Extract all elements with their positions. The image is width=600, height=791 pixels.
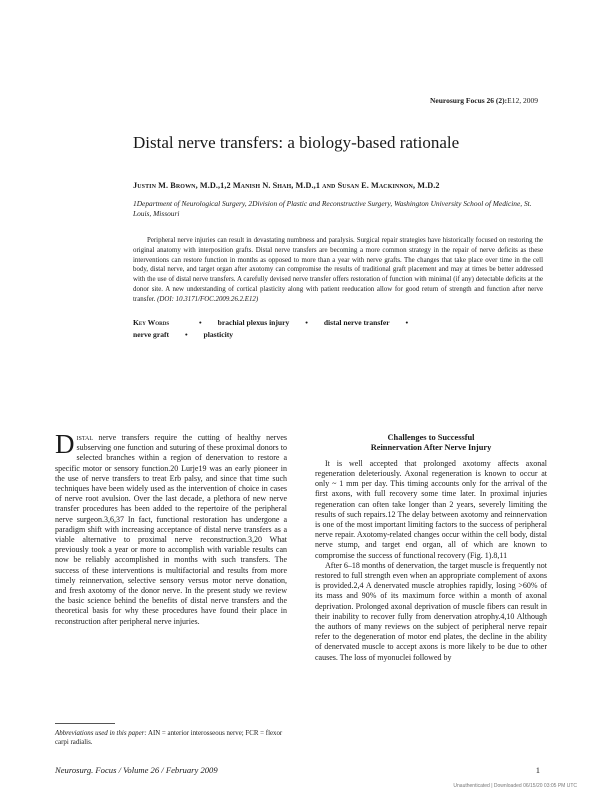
footnote-label: Abbreviations used in this paper: — [55, 730, 147, 737]
intro-text: nerve transfers require the cutting of healthy nerves subserving one function and suturing of these proximal donors to selected branches within a region of denervation to restore a specific motor or sensory function.20 Lurje19 was an early pioneer in the use of nerve transfers to treat Erb palsy, and since that time such techniques have been widely used as the intervention of choice in cases of nerve root avulsion. Over the last decade, a plethora of new nerve transfer procedures has been added to the repertoire of the peripheral nerve surgeon.3,6,37 In fact, functional restoration has undergone a paradigm shift with increasing acceptance of distal nerve transfers as a viable alternative to proximal nerve reconstruction.3,20 What previously took a year or more to accomplish with variable results can now be reliably accomplished in months with such transfers. The success of these interventions is multifactorial and results from more timely reinnervation, selective sensory versus motor nerve donation, and fresh axotomy of the donor nerve. In the present study we review the basic science behind the benefits of distal nerve transfers and the theoretical basis for why these procedures have found their place in reconstruction after peripheral nerve injuries. — [55, 433, 287, 626]
footer-journal: Neurosurg. Focus / Volume 26 / February 2009 — [55, 765, 218, 775]
keyword: nerve graft — [133, 330, 170, 339]
left-column — [55, 429, 287, 627]
keywords — [133, 317, 543, 341]
journal-reference — [430, 96, 538, 105]
abstract-text: Peripheral nerve injuries can result in devastating numbness and paralysis. Surgical repair strategies have historically focused on restoring the original anatomy with interposition grafts. Distal nerve transfers are becoming a more common strategy in the repair of nerve deficits as these interventions can restore function in months as opposed to more than a year with nerve grafts. The changes that take place over time in the cell body, distal nerve, and target organ after axotomy can compromise the results of traditional graft placement and may at times be better addressed with the use of distal nerve transfers. A carefully devised nerve transfer offers restoration of function with minimal (if any) detectable deficits at the donor site. A new understanding of cortical plasticity along with patient reeducation allow for good return of strength and function after nerve transfer. — [133, 237, 543, 303]
affiliation: 1Department of Neurological Surgery, 2Division of Plastic and Reconstructive Surgery, Washington University School of Medicine, St. Louis, Missouri — [133, 199, 532, 218]
right-column — [315, 433, 547, 663]
keyword-bullet: • — [199, 318, 202, 327]
keyword-bullet: • — [305, 318, 308, 327]
keyword: distal nerve transfer — [323, 318, 390, 327]
keyword: plasticity — [203, 330, 234, 339]
section-heading-line2: Reinnervation After Nerve Injury — [370, 443, 492, 453]
lead-word: istal — [76, 433, 94, 442]
journal-ref-bold: Neurosurg Focus 26 (2): — [430, 96, 508, 105]
body-paragraph: After 6–18 months of denervation, the target muscle is frequently not restored to full strength even when an appropriate complement of axons is provided.2,4 A denervated muscle atrophies rapidly, losing >60% of its mass and 90% of its maximum force within a month of axonal deprivation. Prolonged axonal deprivation of muscle fibers can result in their inability to recover fully from denervation atrophy.4,10 Although the authors of many reviews on the subject of peripheral nerve repair refer to the degeneration of motor end plates, the decline in the ability of denervated muscle to accept axons is more likely to be due to other causes. The loss of myonuclei followed by — [315, 560, 547, 662]
footnote-rule — [55, 723, 115, 724]
footnote — [55, 729, 287, 747]
keywords-label: Key Words — [133, 318, 170, 327]
journal-ref-plain: E12, 2009 — [507, 96, 538, 105]
download-watermark: Unauthenticated | Downloaded 06/15/20 03:05 PM UTC — [453, 783, 577, 789]
keyword: brachial plexus injury — [217, 318, 290, 327]
abstract — [133, 236, 543, 305]
section-heading-line1: Challenges to Successful — [387, 433, 475, 442]
body-paragraph: It is well accepted that prolonged axotomy affects axonal regeneration deleteriously. Axonal regeneration is known to occur at only ~ 1 mm per day. This timing accounts only for the arrival of the first axons, with full recovery some time later. In proximal injuries regeneration can often take longer than 2 years, severely limiting the results of such repairs.12 The delay between axotomy and reinnervation is one of the most important limiting factors to the success of peripheral nerve repair. Axotomy-related changes occur within the cell body, distal nerve stump, and target end organ, all of which are known to compromise the success of functional recovery (Fig. 1).8,11 — [315, 458, 547, 560]
keyword-bullet: • — [184, 330, 188, 339]
drop-cap: D — [55, 429, 75, 459]
footnote-text: AIN = anterior interosseous nerve; FCR = flexor carpi radialis. — [55, 730, 283, 746]
keyword-bullet: • — [405, 318, 409, 327]
doi: (DOI: 10.3171/FOC.2009.26.2.E12) — [157, 295, 259, 303]
page-number: 1 — [535, 765, 540, 775]
section-heading — [315, 433, 547, 454]
article-title: Distal nerve transfers: a biology-based rationale — [133, 133, 460, 152]
author-list: Justin M. Brown, M.D.,1,2 Manish N. Shah, M.D.,1 and Susan E. Mackinnon, M.D.2 — [133, 181, 440, 190]
intro-paragraph — [55, 429, 287, 627]
